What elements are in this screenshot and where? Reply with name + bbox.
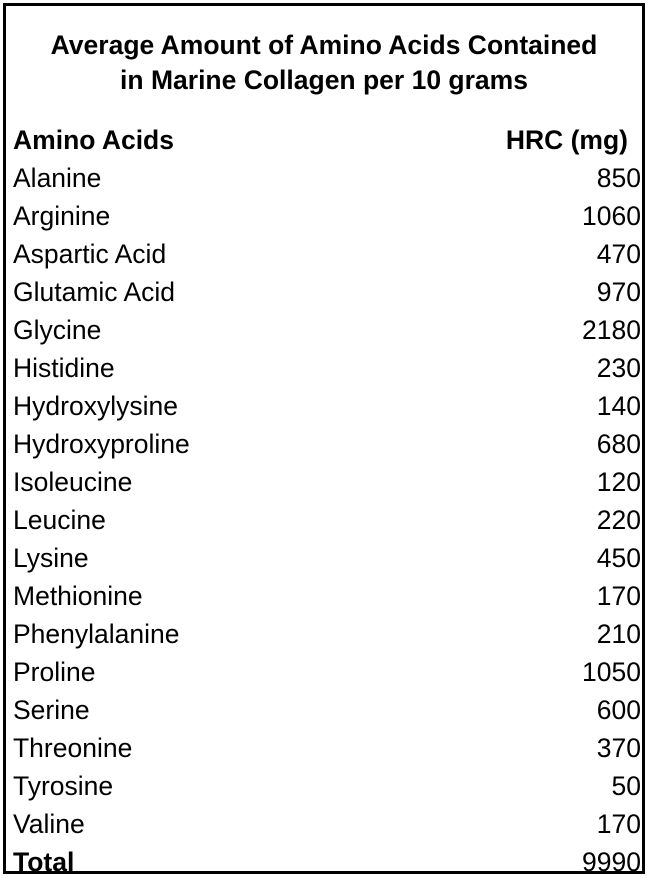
- amino-acid-name: Phenylalanine: [13, 619, 180, 649]
- table-row: [13, 729, 641, 767]
- amino-acid-value: 220: [596, 505, 641, 535]
- table-row: [13, 615, 641, 653]
- amino-acid-value: 230: [596, 353, 641, 383]
- amino-acid-name: Hydroxylysine: [13, 391, 178, 421]
- amino-acid-value: 850: [596, 163, 641, 193]
- amino-acid-name: Valine: [13, 809, 85, 839]
- table-row: [13, 691, 641, 729]
- amino-acid-name: Leucine: [13, 505, 106, 535]
- table-body: [13, 159, 641, 843]
- amino-acid-value: 170: [596, 581, 641, 611]
- amino-acid-value: 120: [596, 467, 641, 497]
- table-frame: [3, 3, 645, 877]
- amino-acid-name: Threonine: [13, 733, 133, 763]
- amino-acid-value: 2180: [582, 315, 641, 345]
- table-row: [13, 425, 641, 463]
- table-row: [13, 653, 641, 691]
- table-row: [13, 349, 641, 387]
- title-line-2: in Marine Collagen per 10 grams: [120, 65, 528, 95]
- amino-acid-name: Serine: [13, 695, 90, 725]
- table-row: [13, 805, 641, 843]
- amino-acid-value: 470: [596, 239, 641, 269]
- amino-acid-name: Glutamic Acid: [13, 277, 176, 307]
- table-row: [13, 767, 641, 805]
- amino-acid-value: 140: [596, 391, 641, 421]
- table-row: [13, 501, 641, 539]
- total-label: Total: [13, 847, 75, 877]
- amino-acid-table: [13, 121, 641, 879]
- amino-acid-name: Histidine: [13, 353, 115, 383]
- amino-acid-value: 970: [596, 277, 641, 307]
- amino-acid-name: Alanine: [13, 163, 102, 193]
- table-row: [13, 463, 641, 501]
- amino-acid-name: Aspartic Acid: [13, 239, 167, 269]
- amino-acid-name: Arginine: [13, 201, 111, 231]
- amino-acid-name: Methionine: [13, 581, 143, 611]
- table-header-row: [13, 121, 641, 159]
- amino-acid-value: 50: [611, 771, 641, 801]
- table-row: [13, 235, 641, 273]
- table-row: [13, 577, 641, 615]
- table-total-row: [13, 843, 641, 879]
- amino-acid-value: 450: [596, 543, 641, 573]
- table-row: [13, 387, 641, 425]
- table-row: [13, 159, 641, 197]
- amino-acid-value: 370: [596, 733, 641, 763]
- amino-acid-value: 170: [596, 809, 641, 839]
- amino-acid-name: Tyrosine: [13, 771, 114, 801]
- amino-acid-value: 1060: [582, 201, 641, 231]
- amino-acid-value: 680: [596, 429, 641, 459]
- table-row: [13, 197, 641, 235]
- table-row: [13, 539, 641, 577]
- amino-acid-name: Lysine: [13, 543, 89, 573]
- amino-acid-name: Isoleucine: [13, 467, 133, 497]
- table-title: [6, 28, 642, 98]
- amino-acid-name: Proline: [13, 657, 96, 687]
- title-line-1: Average Amount of Amino Acids Contained: [50, 30, 598, 60]
- total-value: 9990: [582, 847, 641, 877]
- amino-acid-value: 210: [596, 619, 641, 649]
- table-row: [13, 311, 641, 349]
- column-header-hrc-mg: HRC (mg): [505, 125, 628, 155]
- column-header-amino-acids: Amino Acids: [13, 125, 174, 155]
- amino-acid-value: 600: [596, 695, 641, 725]
- amino-acid-name: Glycine: [13, 315, 102, 345]
- table-row: [13, 273, 641, 311]
- amino-acid-name: Hydroxyproline: [13, 429, 190, 459]
- amino-acid-value: 1050: [582, 657, 641, 687]
